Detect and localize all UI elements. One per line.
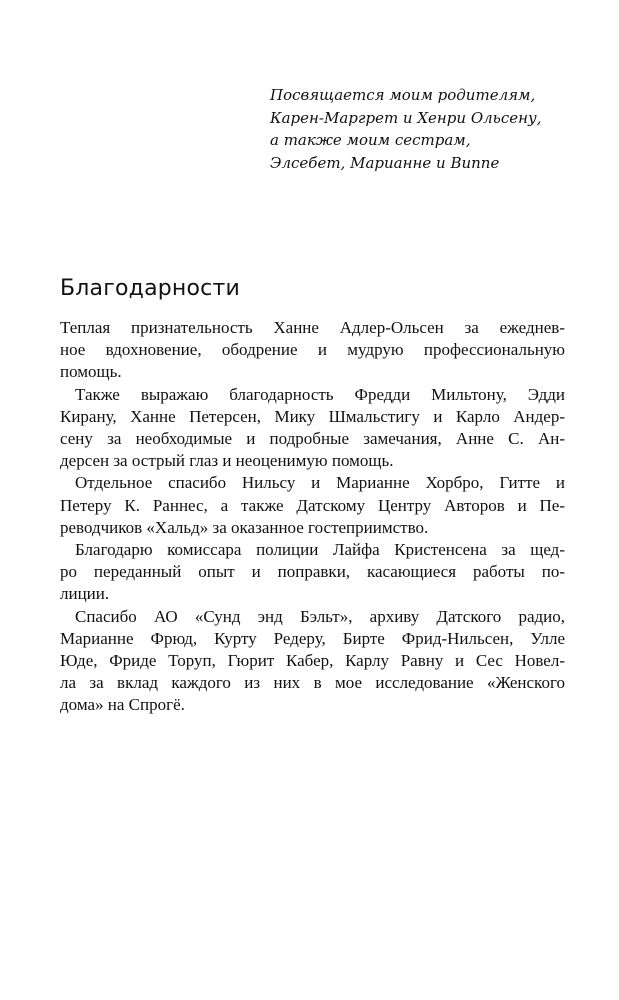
text-line: Петеру К. Раннес, а также Датскому Центру Авторов и Пе-	[60, 495, 565, 515]
dedication-line: Карен-Маргрет и Хенри Ольсену,	[270, 108, 542, 127]
dedication-line: а также моим сестрам,	[270, 131, 471, 149]
text-line: Кирану, Ханне Петерсен, Мику Шмальстигу и Карло Андер-	[60, 406, 565, 426]
text-line: ное вдохновение, ободрение и мудрую профессиональную	[60, 340, 565, 360]
acknowledgements-body	[60, 317, 565, 717]
text-line: лиции.	[60, 584, 110, 604]
text-line: Благодарю комиссара полиции Лайфа Кристенсена за щед-	[75, 540, 565, 560]
text-line: Отдельное спасибо Нильсу и Марианне Хорбро, Гитте и	[75, 473, 565, 493]
dedication-line: Элсебет, Марианне и Виппе	[270, 153, 500, 172]
paragraph	[60, 472, 565, 539]
paragraph	[60, 317, 565, 384]
text-line: Марианне Фрюд, Курту Редеру, Бирте Фрид-Нильсен, Улле	[60, 628, 565, 648]
text-line: Теплая признательность Ханне Адлер-Ольсен за ежеднев-	[60, 318, 565, 337]
text-line: Юде, Фриде Торуп, Гюрит Кабер, Карлу Равну и Сес Новел-	[60, 651, 565, 671]
dedication	[270, 84, 600, 174]
text-line: реводчиков «Хальд» за оказанное гостеприимство.	[60, 517, 429, 537]
text-line: дерсен за острый глаз и неоценимую помощь.	[60, 451, 394, 471]
text-line: сену за необходимые и подробные замечания, Анне С. Ан-	[60, 429, 565, 449]
text-line: Спасибо АО «Сунд энд Бэльт», архиву Датского радио,	[75, 606, 565, 626]
text-line: ла за вклад каждого из них в мое исследование «Женского	[60, 673, 565, 693]
acknowledgements-title: Благодарности	[60, 276, 240, 301]
text-line: помощь.	[60, 362, 122, 382]
paragraph	[60, 606, 565, 717]
text-line: Также выражаю благодарность Фредди Мильтону, Эдди	[75, 384, 565, 404]
text-line: ро переданный опыт и поправки, касающиеся работы по-	[60, 562, 565, 582]
paragraph	[60, 384, 565, 473]
text-line: дома» на Спрогё.	[60, 695, 185, 715]
dedication-line: Посвящается моим родителям,	[270, 86, 536, 104]
paragraph	[60, 539, 565, 606]
